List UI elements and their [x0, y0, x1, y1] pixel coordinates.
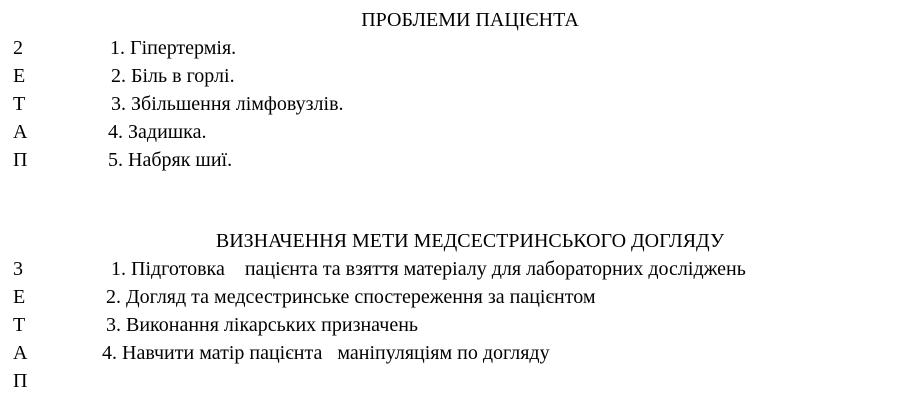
section1-side-letter: П	[13, 149, 28, 171]
problem-item: 3. Збільшення лімфовузлів.	[111, 93, 344, 115]
goal-item: 1. Підготовка пацієнта та взяття матеріалу для лабораторних досліджень	[111, 258, 746, 280]
section1-side-letter: А	[13, 121, 28, 143]
section2-side-letter: 3	[13, 258, 23, 280]
problem-item: 5. Набряк шиї.	[108, 149, 233, 171]
section1-title: ПРОБЛЕМИ ПАЦІЄНТА	[361, 9, 579, 31]
problem-item: 1. Гіпертермія.	[110, 37, 237, 59]
goal-item: 2. Догляд та медсестринське спостереження за пацієнтом	[106, 286, 596, 308]
section2-side-letter: А	[13, 342, 28, 364]
goal-item: 4. Навчити матір пацієнта маніпуляціям по догляду	[102, 342, 550, 364]
section2-title: ВИЗНАЧЕННЯ МЕТИ МЕДСЕСТРИНСЬКОГО ДОГЛЯДУ	[215, 230, 725, 252]
section1-side-letter: 2	[13, 37, 23, 59]
goal-item: 3. Виконання лікарських призначень	[106, 314, 419, 336]
section2-side-letter: П	[13, 370, 28, 392]
section1-side-letter: Е	[13, 65, 26, 87]
section2-side-letter: Е	[13, 286, 26, 308]
section1-side-letter: Т	[13, 93, 26, 115]
problem-item: 2. Біль в горлі.	[111, 65, 235, 87]
problem-item: 4. Задишка.	[108, 121, 207, 143]
section2-side-letter: Т	[13, 314, 26, 336]
